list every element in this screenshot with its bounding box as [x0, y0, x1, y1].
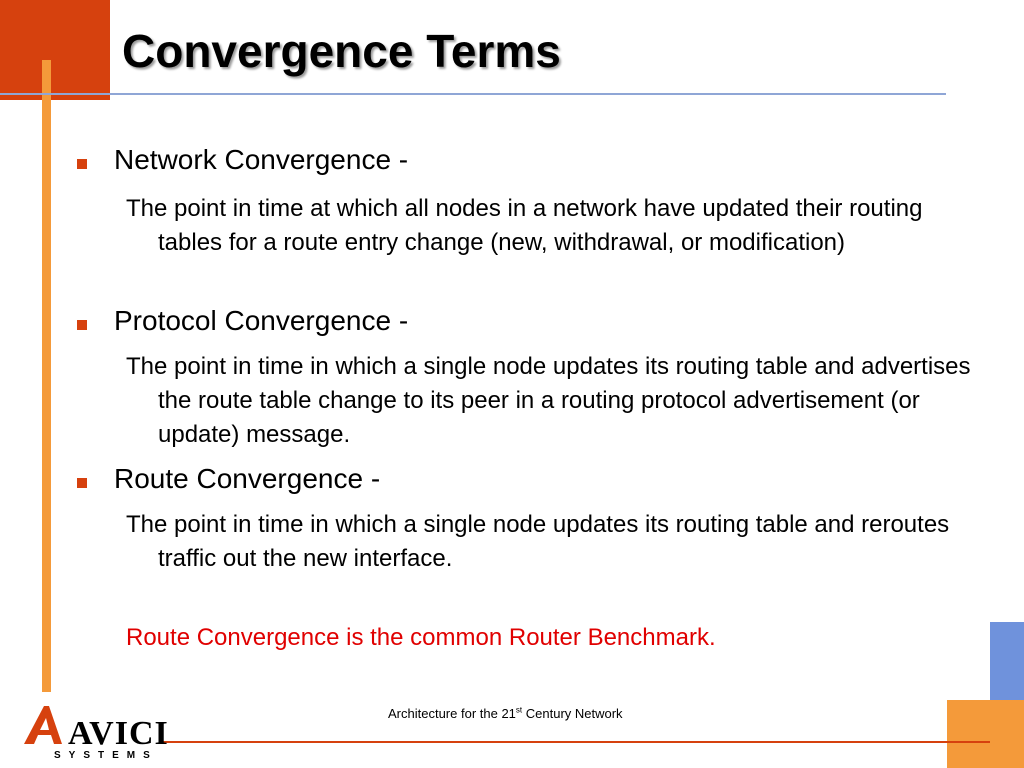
footer-text-before: Architecture for the 21 — [388, 706, 516, 721]
term-description-protocol: The point in time in which a single node updates its routing table and advertises the route table change to its peer in a routing protocol advertisement (or update) message. — [126, 353, 971, 448]
footer-text-after: Century Network — [522, 706, 623, 721]
bullet-marker — [77, 478, 87, 488]
avici-logo — [22, 700, 169, 762]
corner-decoration-block — [0, 0, 110, 100]
blue-accent-block — [990, 622, 1024, 700]
bullet-marker — [77, 320, 87, 330]
title-underline — [0, 93, 946, 95]
logo-subtitle: SYSTEMS — [54, 750, 158, 761]
bullet-marker — [77, 159, 87, 169]
vertical-accent-bar — [42, 60, 51, 692]
logo-name: AVICI — [68, 715, 169, 752]
slide-title: Convergence Terms — [122, 25, 561, 77]
footer-superscript: st — [515, 705, 523, 715]
term-description-route: The point in time in which a single node updates its routing table and reroutes traffic out the new interface. — [126, 511, 950, 572]
term-description-network: The point in time at which all nodes in a network have updated their routing tables for a route entry change (new, withdrawal, or modification) — [126, 195, 923, 256]
term-heading-protocol: Protocol Convergence - — [114, 305, 409, 336]
benchmark-highlight: Route Convergence is the common Router Benchmark. — [126, 624, 716, 651]
term-heading-route: Route Convergence - — [114, 463, 381, 494]
footer-rule — [160, 741, 990, 743]
term-heading-network: Network Convergence - — [114, 144, 409, 175]
orange-accent-block — [947, 700, 1024, 768]
footer-caption — [388, 706, 623, 721]
